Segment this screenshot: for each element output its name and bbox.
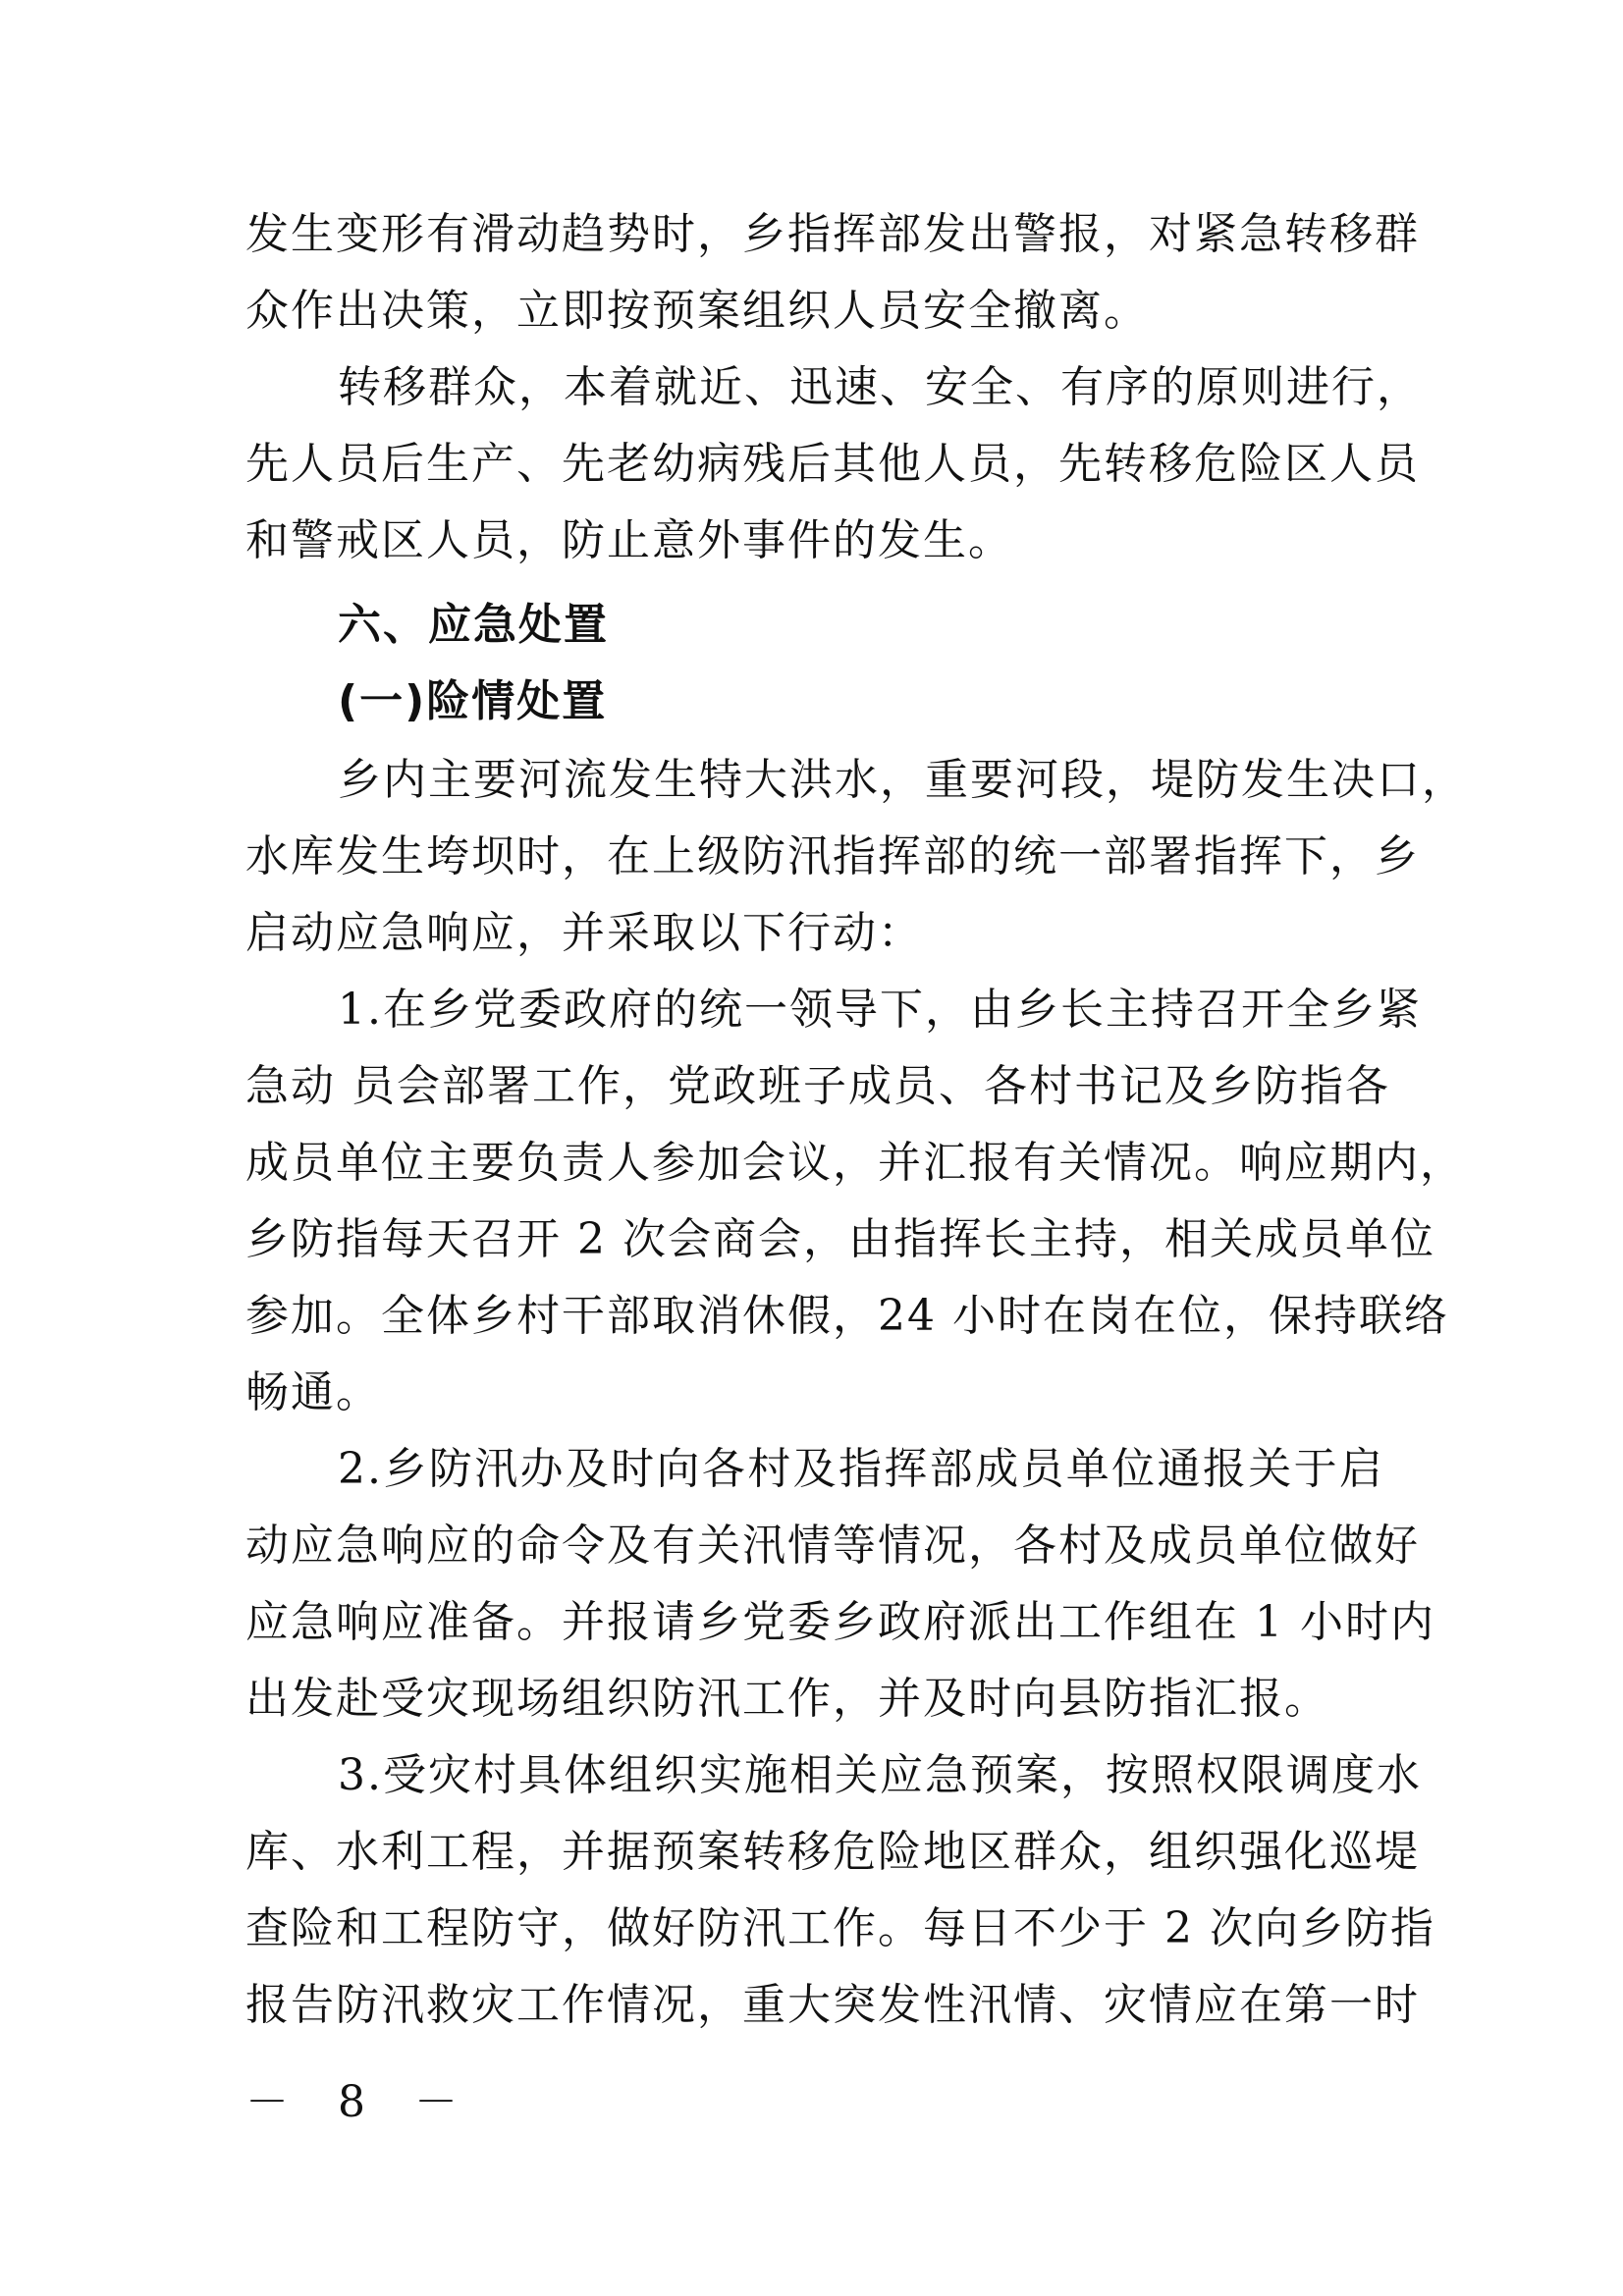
body-text-line: 畅通。 (245, 1367, 381, 1417)
page-number: － 8 － (245, 2077, 475, 2127)
body-text-line: 众作出决策，立即按预案组织人员安全撤离。 (245, 286, 1149, 336)
body-text-line: 参加。全体乡村干部取消休假，24 小时在岗在位，保持联络 (245, 1291, 1449, 1341)
body-text-line: 查险和工程防守，做好防汛工作。每日不少于 2 次向乡防指 (245, 1903, 1435, 1953)
body-text-line: 和警戒区人员，防止意外事件的发生。 (245, 515, 1013, 565)
body-text-line: 启动应急响应，并采取以下行动： (245, 908, 923, 958)
body-text-line: 急动 员会部署工作，党政班子成员、各村书记及乡防指各 (245, 1061, 1390, 1111)
body-text-line: 乡防指每天召开 2 次会商会，由指挥长主持，相关成员单位 (245, 1214, 1435, 1264)
body-text-line: 出发赴受灾现场组织防汛工作，并及时向县防指汇报。 (245, 1674, 1329, 1724)
body-text-line: 3.受灾村具体组织实施相关应急预案，按照权限调度水 (338, 1750, 1422, 1800)
body-text-line: 报告防汛救灾工作情况，重大突发性汛情、灾情应在第一时 (245, 1980, 1420, 2030)
section-heading: 六、应急处置 (338, 600, 609, 650)
body-text-line: 成员单位主要负责人参加会议，并汇报有关情况。响应期内， (245, 1138, 1465, 1188)
body-text-line: 水库发生垮坝时，在上级防汛指挥部的统一部署指挥下，乡 (245, 831, 1420, 881)
body-text-line: 转移群众，本着就近、迅速、安全、有序的原则进行， (338, 362, 1422, 412)
subsection-heading: (一)险情处置 (338, 676, 608, 726)
body-text-line: 应急响应准备。并报请乡党委乡政府派出工作组在 1 小时内 (245, 1597, 1435, 1647)
body-text-line: 动应急响应的命令及有关汛情等情况，各村及成员单位做好 (245, 1521, 1420, 1571)
body-text-line: 1.在乡党委政府的统一领导下，由乡长主持召开全乡紧 (338, 985, 1422, 1035)
body-text-line: 乡内主要河流发生特大洪水，重要河段，堤防发生决口， (338, 755, 1467, 805)
body-text-line: 先人员后生产、先老幼病残后其他人员，先转移危险区人员 (245, 439, 1420, 489)
body-text-line: 2.乡防汛办及时向各村及指挥部成员单位通报关于启 (338, 1444, 1384, 1494)
body-text-line: 库、水利工程，并据预案转移危险地区群众，组织强化巡堤 (245, 1827, 1420, 1877)
body-text-line: 发生变形有滑动趋势时，乡指挥部发出警报，对紧急转移群 (245, 209, 1420, 259)
